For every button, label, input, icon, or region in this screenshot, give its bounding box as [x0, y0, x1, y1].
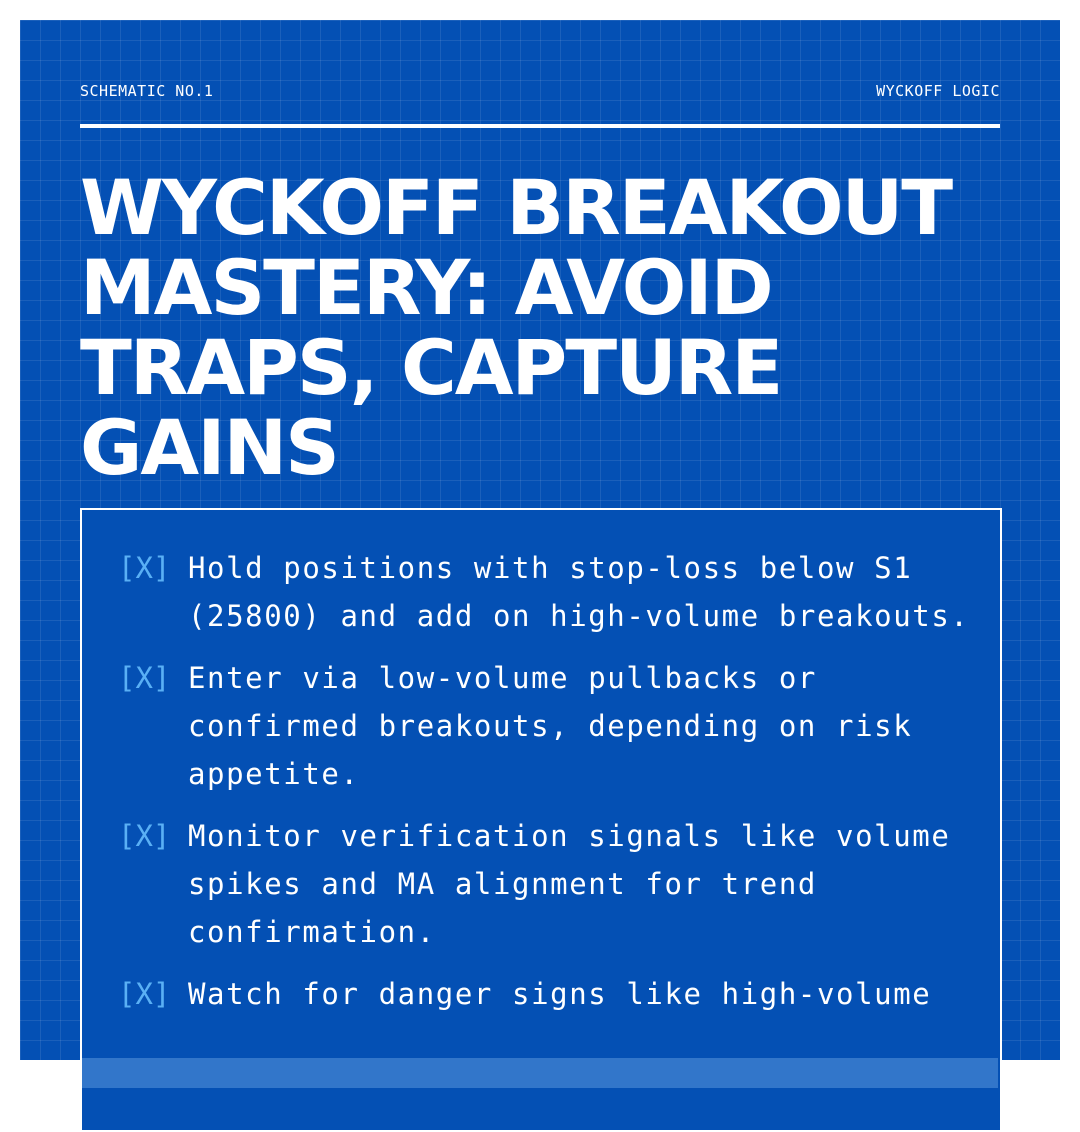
checkbox-x-icon: [X]	[118, 819, 171, 853]
panel-bottom-fade	[82, 1058, 998, 1088]
checklist-item	[118, 970, 978, 1018]
header-divider	[80, 124, 1000, 128]
checklist-panel	[80, 508, 1002, 1132]
checklist-item-text: Enter via low-volume pullbacks or confirmed breakouts, depending on risk appetite.	[188, 661, 913, 791]
checklist	[118, 544, 978, 1032]
checklist-item	[118, 654, 978, 798]
checklist-item	[118, 544, 978, 640]
schematic-label: SCHEMATIC NO.1	[80, 82, 214, 100]
checkbox-x-icon: [X]	[118, 977, 171, 1011]
header-bar	[80, 82, 1000, 102]
topic-label: WYCKOFF LOGIC	[876, 82, 1000, 100]
checklist-item-text: Hold positions with stop-loss below S1 (25800) and add on high-volume breakouts.	[188, 551, 970, 633]
checklist-item-text: Monitor verification signals like volume spikes and MA alignment for trend confirmation.	[188, 819, 951, 949]
checkbox-x-icon: [X]	[118, 551, 171, 585]
checklist-item-text: Watch for danger signs like high-volume	[188, 977, 932, 1011]
checklist-item	[118, 812, 978, 956]
checkbox-x-icon: [X]	[118, 661, 171, 695]
page-title: WYCKOFF BREAKOUT MASTERY: AVOID TRAPS, CAPTURE GAINS	[80, 163, 952, 492]
